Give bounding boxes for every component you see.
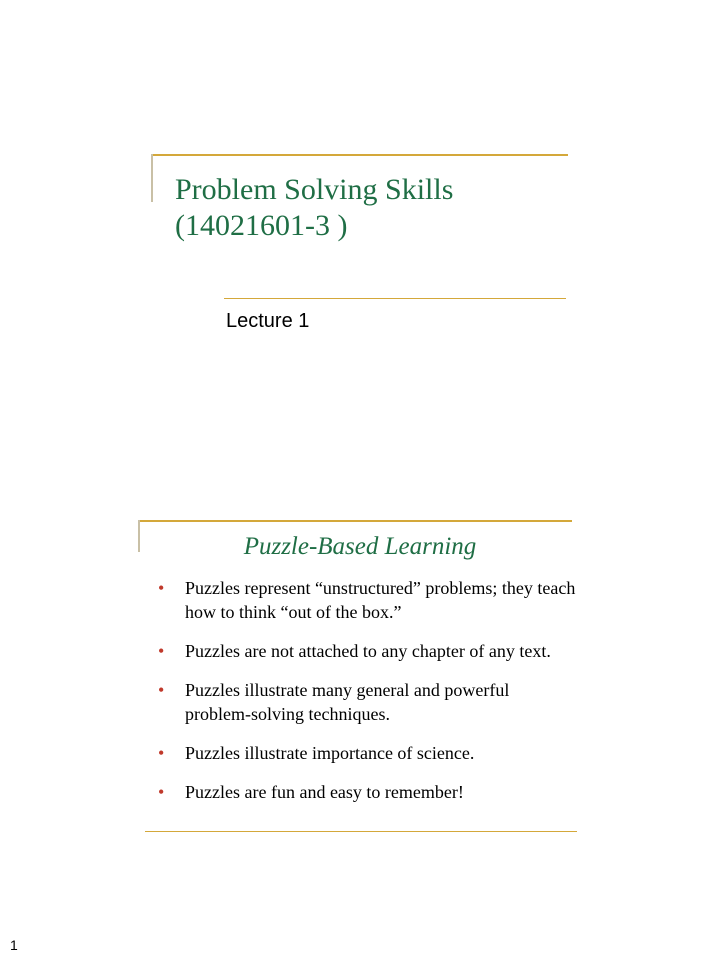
slide1-title xyxy=(175,172,565,244)
list-item xyxy=(158,576,578,624)
list-item-text: Puzzles represent “unstructured” problems; they teach how to think “out of the box.” xyxy=(185,578,576,622)
slide1-title-line2: (14021601-3 ) xyxy=(175,209,348,242)
bullet-dot-icon: • xyxy=(158,680,165,700)
slide2-title: Puzzle-Based Learning xyxy=(243,533,477,560)
list-item-text: Puzzles are fun and easy to remember! xyxy=(185,782,464,802)
bullet-dot-icon: • xyxy=(158,782,165,802)
slide2-bottom-rule xyxy=(145,831,577,832)
slide1-title-line1: Problem Solving Skills xyxy=(175,173,454,206)
slide2-top-rule xyxy=(139,520,572,522)
list-item-text: Puzzles illustrate importance of science. xyxy=(185,743,475,763)
bullet-dot-icon: • xyxy=(158,743,165,763)
page-number: 1 xyxy=(10,937,18,953)
slide1-subtitle: Lecture 1 xyxy=(226,310,310,332)
bullet-dot-icon: • xyxy=(158,641,165,661)
list-item-text: Puzzles are not attached to any chapter of any text. xyxy=(185,641,551,661)
slide2-left-accent xyxy=(138,520,140,552)
list-item-text: Puzzles illustrate many general and powerful problem-solving techniques. xyxy=(185,680,510,724)
slide2-bullet-list xyxy=(158,576,578,819)
list-item xyxy=(158,678,578,726)
slide1-subtitle-rule xyxy=(224,298,566,299)
bullet-dot-icon: • xyxy=(158,578,165,598)
list-item xyxy=(158,639,578,663)
slide1-left-accent xyxy=(151,154,153,202)
list-item xyxy=(158,780,578,804)
slide1-top-rule xyxy=(152,154,568,156)
list-item xyxy=(158,741,578,765)
